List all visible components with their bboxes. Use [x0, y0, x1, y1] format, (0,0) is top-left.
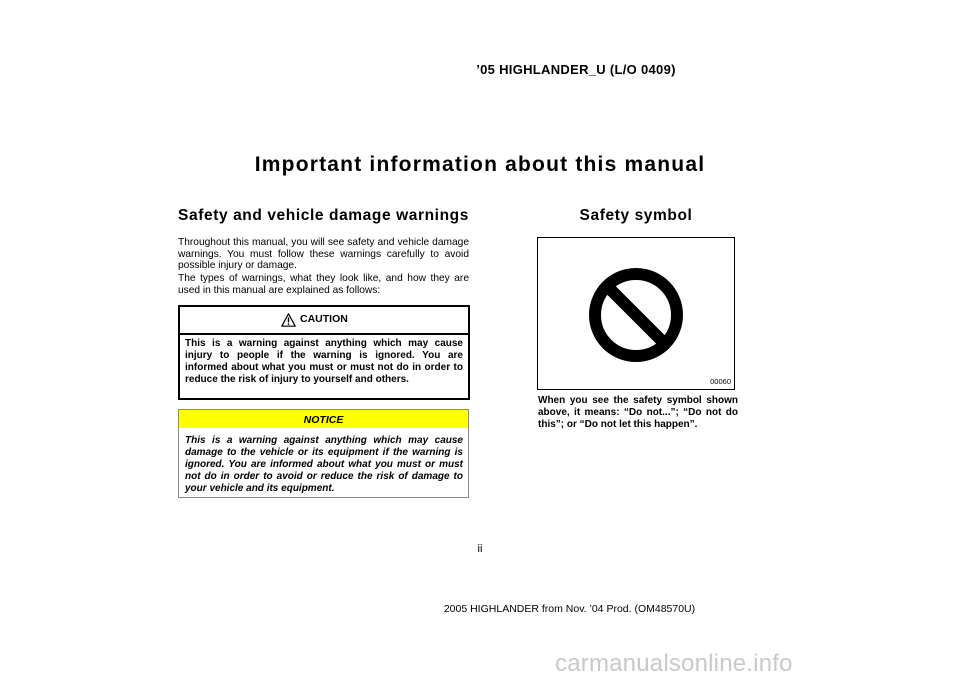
document-footer: 2005 HIGHLANDER from Nov. ’04 Prod. (OM48570U): [443, 603, 696, 615]
caution-divider: [180, 333, 468, 335]
page-number: ii: [477, 543, 483, 555]
caution-label: CAUTION: [300, 313, 348, 325]
intro-paragraph: Throughout this manual, you will see safety and vehicle damage warnings. You must follow these warnings carefully to avoid possible injury or damage.: [178, 237, 469, 272]
section-heading-warnings: Safety and vehicle damage warnings: [178, 207, 469, 224]
page-title: Important information about this manual: [254, 153, 706, 176]
figure-code: 00060: [710, 377, 731, 386]
notice-text: This is a warning against anything which may cause damage to the vehicle or its equipment if the warning is ignored. You are informed about what you must or must not do in order to avoid or reduce the risk of damage to your vehicle and its equipment.: [185, 435, 463, 494]
caution-box: [178, 305, 470, 400]
caution-header: [180, 307, 468, 333]
watermark: carmanualsonline.info: [555, 650, 793, 677]
prohibition-icon: [589, 268, 683, 362]
notice-header: [179, 410, 468, 428]
notice-label: NOTICE: [303, 414, 344, 426]
caution-text: This is a warning against anything which may cause injury to people if the warning is ignored. You are informed about what you must or must not do in order to reduce the risk of injury to yourself and others.: [185, 338, 463, 385]
safety-symbol-caption: When you see the safety symbol shown above, it means: “Do not...”; “Do not do this”; or “Do not let this happen”.: [538, 395, 738, 430]
section-heading-safety-symbol: Safety symbol: [579, 207, 693, 224]
safety-symbol-figure: [537, 237, 735, 390]
types-paragraph: The types of warnings, what they look like, and how they are used in this manual are explained as follows:: [178, 273, 469, 296]
warning-triangle-icon: [281, 313, 296, 327]
document-header: ’05 HIGHLANDER_U (L/O 0409): [476, 62, 676, 77]
notice-box: [178, 409, 469, 498]
